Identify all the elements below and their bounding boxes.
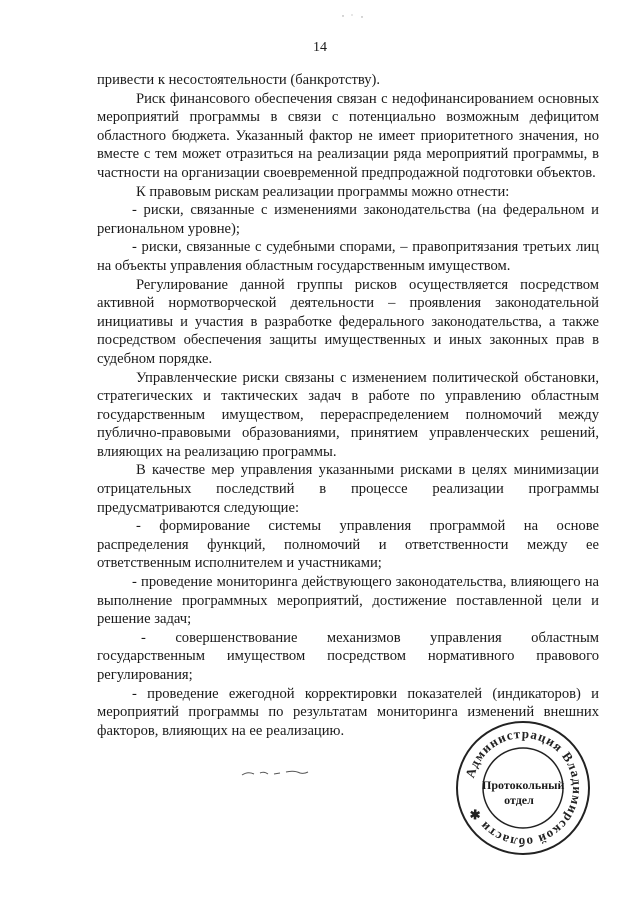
paragraph: Управленческие риски связаны с изменением политической обстановки, стратегических и тактических задач в работе по управлению областным государственным имуществом, перераспределением полномочий между публично-правовыми образованиями, принятием управленческих решений, влияющих на реализацию программы. — [97, 369, 599, 460]
document-body — [97, 71, 599, 740]
paragraph: К правовым рискам реализации программы можно отнести: — [136, 183, 510, 200]
svg-text:Администрация Владимирской обл: Администрация Владимирской области ✱ — [462, 725, 586, 851]
list-item: - риски, связанные с изменениями законодательства (на федеральном и региональном уровне); — [97, 202, 599, 237]
stamp-line: Протокольный — [482, 778, 565, 792]
pen-mark — [240, 765, 310, 786]
list-item: - проведение ежегодной корректировки показателей (индикаторов) и мероприятий программы по результатам мониторинга изменений внешних факторов, влияющих на ее реализацию. — [97, 685, 599, 739]
stamp-center-text — [482, 778, 565, 808]
paragraph: привести к несостоятельности (банкротству). — [97, 72, 381, 88]
list-item: - проведение мониторинга действующего законодательства, влияющего на выполнение программных мероприятий, достижение поставленной цели и решение задач; — [97, 574, 599, 628]
paragraph: Регулирование данной группы рисков осуществляется посредством активной нормотворческой деятельности – проявления законодательной инициативы и участия в разработке федерального законодательства, а также посредством обеспечения защиты имущественных и иных законных прав в судебном порядке. — [97, 276, 599, 367]
paragraph: В качестве мер управления указанными рисками в целях минимизации отрицательных последствий в процессе реализации программы предусматриваются следующие: — [97, 462, 599, 516]
list-item: - риски, связанные с судебными спорами, – правопритязания третьих лиц на объекты управления областным государственным имуществом. — [97, 239, 599, 274]
list-item: - совершенствование механизмов управления областным государственным имуществом посредством нормативного правового регулирования; — [97, 629, 599, 683]
paragraph: Риск финансового обеспечения связан с недофинансированием основных мероприятий программы в связи с потенциально возможным дефицитом областного бюджета. Указанный фактор не имеет приоритетного значения, но вместе с тем может отразиться на реализации ряда мероприятий программы, в частности на организации своевременной предпродажной подготовки объектов. — [97, 90, 599, 181]
list-item: - формирование системы управления программой на основе распределения функций, полномочий и ответственности между ее ответственным исполнителем и участниками; — [97, 518, 599, 572]
stamp-line: отдел — [504, 793, 534, 807]
page-number: 14 — [313, 40, 327, 55]
scan-specks — [340, 8, 370, 26]
